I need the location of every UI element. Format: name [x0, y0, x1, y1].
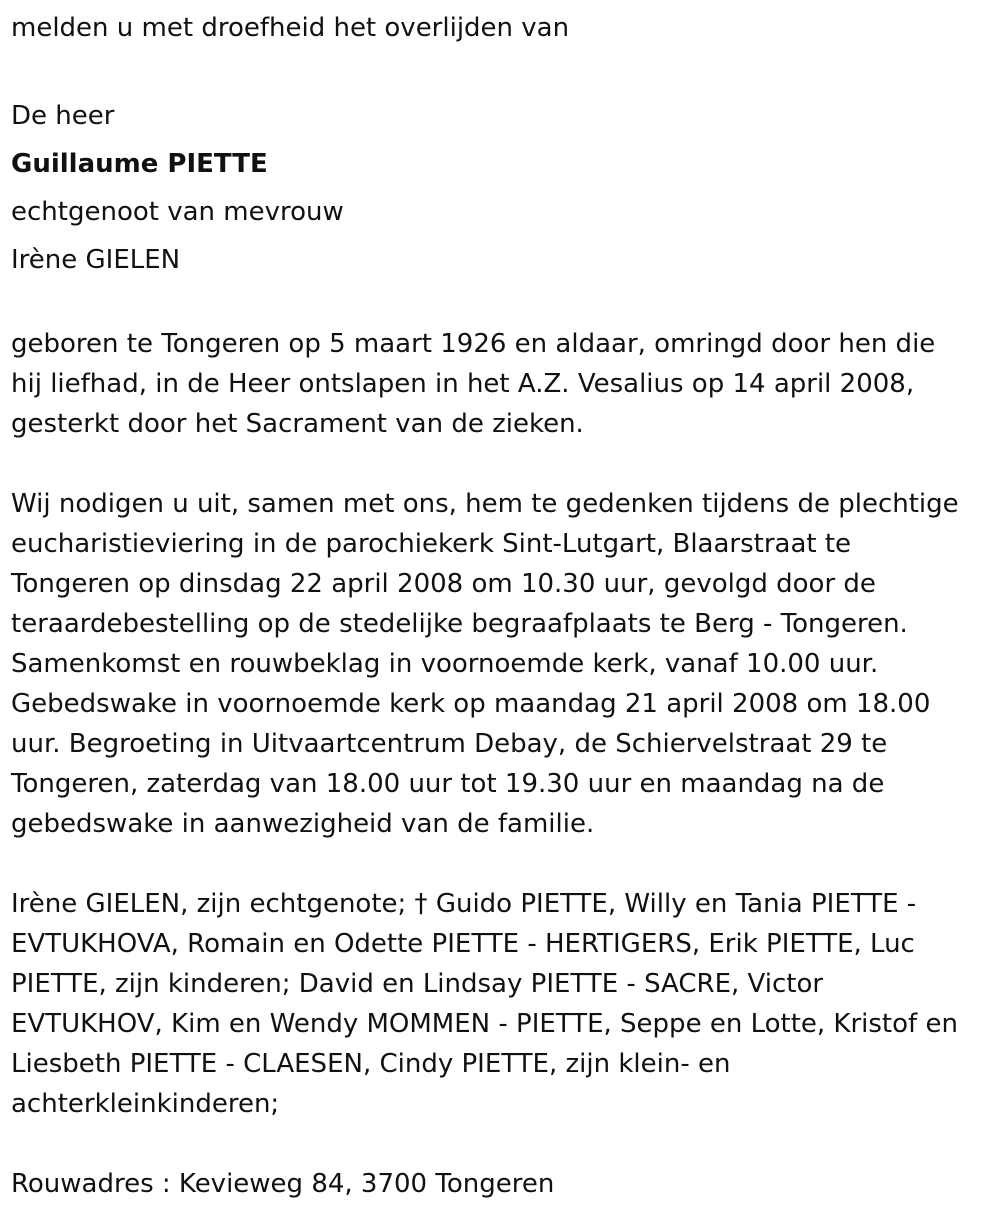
paragraph-line: gebedswake in aanwezigheid van de familie.: [11, 809, 595, 839]
paragraph-line: EVTUKHOV, Kim en Wendy MOMMEN - PIETTE, Seppe en Lotte, Kristof en: [11, 1009, 958, 1039]
spouse-name: Irène GIELEN: [11, 245, 181, 275]
deceased-name: Guillaume PIETTE: [11, 149, 268, 179]
paragraph-line: hij liefhad, in de Heer ontslapen in het A.Z. Vesalius op 14 april 2008,: [11, 369, 915, 399]
paragraph-line: Samenkomst en rouwbeklag in voornoemde kerk, vanaf 10.00 uur.: [11, 649, 879, 679]
paragraph-line: EVTUKHOVA, Romain en Odette PIETTE - HERTIGERS, Erik PIETTE, Luc: [11, 929, 915, 959]
title-prefix: De heer: [11, 101, 115, 131]
paragraph-line: Gebedswake in voornoemde kerk op maandag 21 april 2008 om 18.00: [11, 689, 931, 719]
paragraph-line: Tongeren op dinsdag 22 april 2008 om 10.30 uur, gevolgd door de: [11, 569, 876, 599]
opening-line: melden u met droefheid het overlijden van: [11, 13, 570, 43]
paragraph-line: Wij nodigen u uit, samen met ons, hem te gedenken tijdens de plechtige: [11, 489, 959, 519]
announcement-block: [11, 4, 1000, 284]
paragraph-line: PIETTE, zijn kinderen; David en Lindsay PIETTE - SACRE, Victor: [11, 969, 824, 999]
paragraph-line: geboren te Tongeren op 5 maart 1926 en aldaar, omringd door hen die: [11, 329, 936, 359]
spouse-prefix: echtgenoot van mevrouw: [11, 197, 344, 227]
birth-death-paragraph: [11, 324, 1000, 444]
paragraph-line: Tongeren, zaterdag van 18.00 uur tot 19.30 uur en maandag na de: [11, 769, 885, 799]
family-paragraph: [11, 884, 1000, 1124]
paragraph-line: teraardebestelling op de stedelijke begraafplaats te Berg - Tongeren.: [11, 609, 908, 639]
paragraph-line: achterkleinkinderen;: [11, 1089, 280, 1119]
paragraph-line: uur. Begroeting in Uitvaartcentrum Debay, de Schiervelstraat 29 te: [11, 729, 888, 759]
paragraph-line: Irène GIELEN, zijn echtgenote; † Guido PIETTE, Willy en Tania PIETTE -: [11, 889, 917, 919]
paragraph-line: eucharistieviering in de parochiekerk Sint-Lutgart, Blaarstraat te: [11, 529, 852, 559]
service-paragraph: [11, 484, 1000, 844]
paragraph-line: gesterkt door het Sacrament van de zieken.: [11, 409, 584, 439]
paragraph-line: Liesbeth PIETTE - CLAESEN, Cindy PIETTE, zijn klein- en: [11, 1049, 731, 1079]
mourning-address: Rouwadres : Kevieweg 84, 3700 Tongeren: [11, 1169, 555, 1199]
